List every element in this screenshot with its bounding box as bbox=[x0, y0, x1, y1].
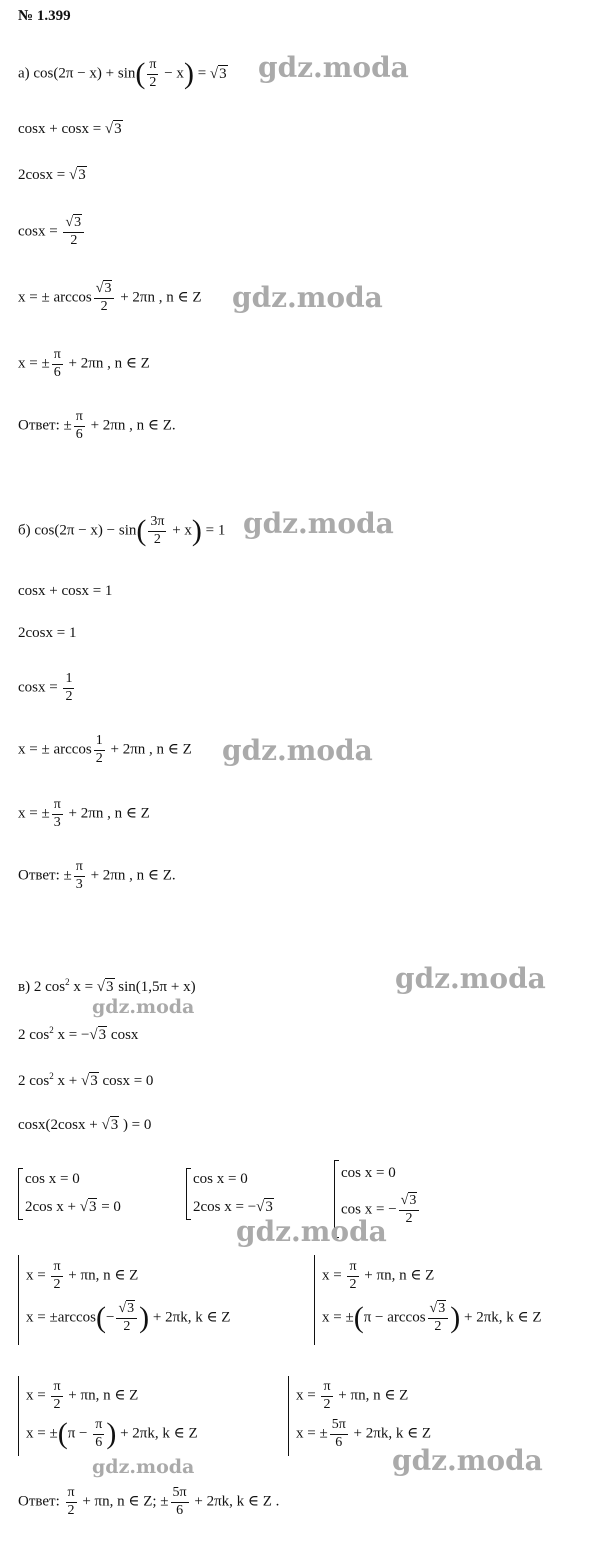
watermark-logo: gdz.moda bbox=[222, 734, 373, 767]
result-2-line-2: x = ±(π − arccos √ $\frac{3}{2}$ ) + 2πk, k ∈ Z bbox=[322, 1302, 542, 1334]
watermark-logo: gdz.moda bbox=[395, 962, 546, 995]
part-b-answer: Ответ: ± $\frac{\pi}{3}$ + 2πn , n ∈ Z. bbox=[18, 859, 176, 892]
result-1-line-1: x = $\frac{\pi}{2}$ + πn, n ∈ Z bbox=[26, 1259, 139, 1292]
part-a-answer: Ответ: ± $\frac{\pi}{6}$ + 2πn , n ∈ Z. bbox=[18, 409, 176, 442]
watermark-logo: gdz.moda bbox=[236, 1215, 387, 1248]
system-3-line-2: cos x = − √ $\frac{3}{2}$ bbox=[341, 1194, 421, 1226]
result-3-line-2: x = ±(π − $\frac{\pi}{6}$ ) + 2πk, k ∈ Z bbox=[26, 1417, 198, 1451]
part-a-step-3: cosx = √ $\frac{3}{2}$ bbox=[18, 216, 86, 248]
watermark-logo: gdz.moda bbox=[392, 1444, 543, 1477]
system-3-line-1: cos x = 0 bbox=[341, 1165, 396, 1181]
result-1-line-2: x = ±arccos(− √ $\frac{3}{2}$ ) + 2πk, k ∈ Z bbox=[26, 1302, 230, 1334]
part-a-step-1: cosx + cosx = √ 3 bbox=[18, 122, 123, 137]
system-1-line-2: 2cos x + √ 3 = 0 bbox=[25, 1200, 121, 1215]
part-c-answer: Ответ: $\frac{\pi}{2}$ + πn, n ∈ Z; ± $\frac{5\pi}{6}$ + 2πk, k ∈ Z . bbox=[18, 1485, 280, 1518]
watermark-logo: gdz.moda bbox=[243, 507, 394, 540]
part-a-equation: а) cos(2π − x) + sin( $\frac{\pi}{2}$ − x) = √ 3 bbox=[18, 58, 228, 90]
part-c-step-2: 2 $\cos^2 x$ + √ 3 cosx = 0 bbox=[18, 1072, 153, 1089]
result-2-line-1: x = $\frac{\pi}{2}$ + πn, n ∈ Z bbox=[322, 1259, 435, 1292]
part-b-step-2: 2cosx = 1 bbox=[18, 625, 77, 641]
part-b-step-5: x = ± $\frac{\pi}{3}$ + 2πn , n ∈ Z bbox=[18, 797, 150, 830]
part-c-equation: в) 2 $\cos^2 x$ = √ 3 sin(1,5π + x) bbox=[18, 978, 196, 995]
system-bracket-2 bbox=[186, 1168, 187, 1220]
part-c-step-1: 2 $\cos^2 x$ = −√ 3 cosx bbox=[18, 1026, 138, 1043]
result-4-line-1: x = $\frac{\pi}{2}$ + πn, n ∈ Z bbox=[296, 1379, 409, 1412]
result-bracket-2 bbox=[314, 1255, 315, 1345]
part-b-step-1: cosx + cosx = 1 bbox=[18, 583, 113, 599]
watermark-logo: gdz.moda bbox=[92, 996, 195, 1018]
system-2-line-1: cos x = 0 bbox=[193, 1171, 248, 1187]
watermark-logo: gdz.moda bbox=[258, 51, 409, 84]
system-2-line-2: 2cos x = −√ 3 bbox=[193, 1200, 274, 1215]
watermark-logo: gdz.moda bbox=[92, 1456, 195, 1478]
result-bracket-4 bbox=[288, 1376, 289, 1456]
part-a-step-5: x = ± $\frac{\pi}{6}$ + 2πn , n ∈ Z bbox=[18, 347, 150, 380]
system-bracket-1 bbox=[18, 1168, 19, 1220]
part-a-step-2: 2cosx = √ 3 bbox=[18, 168, 87, 183]
watermark-logo: gdz.moda bbox=[232, 281, 383, 314]
part-b-step-3: cosx = $\frac{1}{2}$ bbox=[18, 671, 73, 704]
problem-number: № 1.399 bbox=[18, 8, 71, 24]
result-3-line-1: x = $\frac{\pi}{2}$ + πn, n ∈ Z bbox=[26, 1379, 139, 1412]
system-1-line-1: cos x = 0 bbox=[25, 1171, 80, 1187]
part-b-equation: б) cos(2π − x) − sin( $\frac{3\pi}{2}$ + x) = 1 bbox=[18, 514, 226, 548]
result-4-line-2: x = ± $\frac{5\pi}{6}$ + 2πk, k ∈ Z bbox=[296, 1417, 432, 1450]
part-a-step-4: x = ± arccos √ $\frac{3}{2}$ + 2πn , n ∈ Z bbox=[18, 282, 202, 314]
part-b-step-4: x = ± arccos $\frac{1}{2}$ + 2πn , n ∈ Z bbox=[18, 733, 192, 766]
result-bracket-1 bbox=[18, 1255, 19, 1345]
part-c-step-3: cosx(2cosx + √ 3 ) = 0 bbox=[18, 1118, 151, 1133]
result-bracket-3 bbox=[18, 1376, 19, 1456]
